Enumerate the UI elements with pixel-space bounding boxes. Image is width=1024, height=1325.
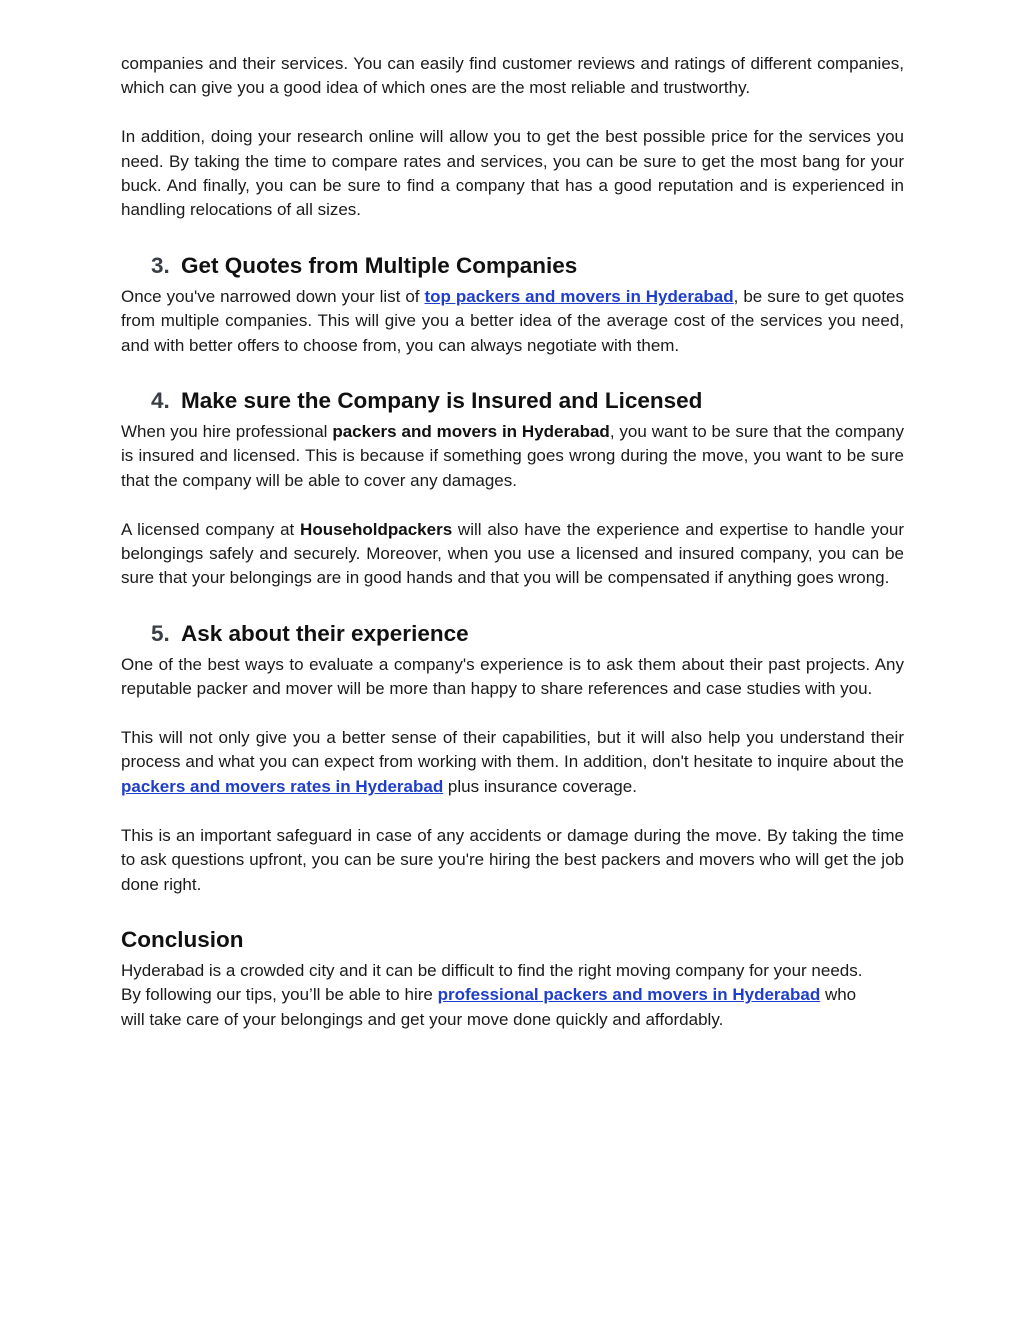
section-4-heading bbox=[121, 387, 904, 415]
section-4-paragraph-1 bbox=[121, 420, 904, 493]
document-page bbox=[121, 52, 904, 1032]
section-3-text-a: Once you've narrowed down your list of bbox=[121, 286, 425, 306]
section-4-title: Make sure the Company is Insured and Licensed bbox=[181, 388, 703, 414]
section-5-text-b: plus insurance coverage. bbox=[443, 776, 637, 796]
section-5-text-a: This will not only give you a better sense of their capabilities, but it will also help you understand their process and what you can expect from working with them. In addition, don't hesitate to inquire about the bbox=[121, 728, 904, 772]
section-3-title: Get Quotes from Multiple Companies bbox=[181, 252, 578, 278]
section-4-text-d: will also have the experience and expertise to handle your belongings safely and securely. Moreover, when you use a licensed and insured company, you can be sure that your belongings are in good hands and that you will be compensated if anything goes wrong. bbox=[121, 519, 905, 588]
rates-link[interactable]: packers and movers rates in Hyderabad bbox=[121, 776, 444, 796]
intro-paragraph-2: In addition, doing your research online will allow you to get the best possible price for the services you need. By taking the time to compare rates and services, you can be sure to get the most bang for your buck. And finally, you can be sure to find a company that has a good reputation and is experienced in handling relocations of all sizes. bbox=[121, 127, 904, 220]
section-4-text-c: A licensed company at bbox=[121, 519, 301, 539]
section-3-heading bbox=[121, 252, 904, 280]
section-4-bold-phrase: packers and movers in Hyderabad bbox=[332, 422, 610, 442]
section-4-number: 4. bbox=[151, 388, 170, 414]
conclusion-text-a: Hyderabad is a crowded city and it can be difficult to find the right moving company for your needs. By following our tips, you’ll be able to hire bbox=[121, 960, 863, 1005]
section-5-paragraph-3: This is an important safeguard in case of any accidents or damage during the move. By taking the time to ask questions upfront, you can be sure you're hiring the best packers and movers who will get the job done right. bbox=[121, 825, 904, 894]
section-3-text-b: , be sure to get quotes from multiple companies. This will give you a better idea of the average cost of the services you need, and with better offers to choose from, you can always negotiate with them. bbox=[121, 286, 904, 355]
section-4-text-b: , you want to be sure that the company is insured and licensed. This is because if something goes wrong during the move, you want to be sure that the company will be able to cover any damages. bbox=[121, 422, 904, 490]
top-packers-link[interactable]: top packers and movers in Hyderabad bbox=[424, 286, 734, 306]
section-3-paragraph-1 bbox=[121, 285, 904, 358]
section-5-paragraph-1: One of the best ways to evaluate a company's experience is to ask them about their past projects. Any reputable packer and mover will be more than happy to share references and case studies with you. bbox=[121, 654, 904, 699]
section-5-heading bbox=[121, 620, 904, 648]
householdpackers-bold: Householdpackers bbox=[300, 519, 453, 539]
conclusion-heading: Conclusion bbox=[121, 926, 244, 952]
conclusion-text-b: who will take care of your belongings and get your move done quickly and affordably. bbox=[121, 985, 857, 1029]
intro-paragraph-1: companies and their services. You can easily find customer reviews and ratings of different companies, which can give you a good idea of which ones are the most reliable and trustworthy. bbox=[121, 54, 904, 98]
section-3-number: 3. bbox=[151, 252, 170, 278]
section-5-title: Ask about their experience bbox=[181, 620, 469, 646]
professional-packers-link[interactable]: professional packers and movers in Hyderabad bbox=[437, 985, 821, 1005]
section-4-paragraph-2 bbox=[121, 518, 904, 591]
section-5-paragraph-2 bbox=[121, 726, 904, 799]
conclusion-paragraph bbox=[121, 959, 866, 1032]
section-5-number: 5. bbox=[151, 620, 170, 646]
section-4-text-a: When you hire professional bbox=[121, 422, 333, 442]
